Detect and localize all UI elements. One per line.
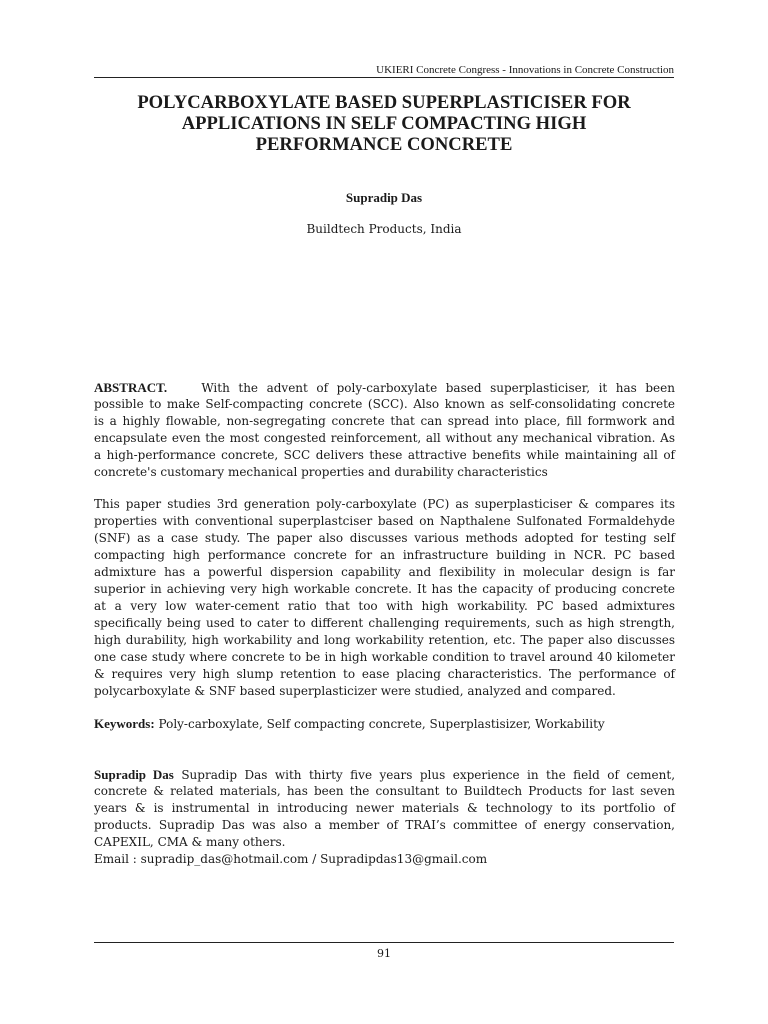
paragraph-line: polycarboxylate & SNF based superplasticizer were studied, analyzed and compared. [94, 684, 616, 698]
abstract [94, 379, 675, 481]
abstract-line: concrete's customary mechanical properties and durability characteristics [94, 465, 548, 479]
paragraph-line: one case study where concrete to be in high workable condition to travel around 40 kilometer [94, 650, 675, 664]
abstract-line: possible to make Self-compacting concrete (SCC). Also known as self-consolidating concrete [94, 397, 675, 411]
header-rule [94, 77, 674, 78]
body-paragraph [94, 496, 675, 700]
author-name: Supradip Das [345, 190, 423, 205]
paragraph-line: (SNF) as a case study. The paper also discusses various methods adopted for testing self [94, 531, 675, 545]
paragraph-line: specifically being used to cater to different challenging requirements, such as high strength, [94, 616, 675, 630]
abstract-line: a high-performance concrete, SCC delivers these attractive benefits while maintaining all of [94, 448, 675, 462]
author-affiliation: Buildtech Products, India [306, 222, 462, 236]
abstract-label: ABSTRACT. [94, 380, 168, 395]
paragraph-line: superior in achieving very high workable concrete. It has the capacity of producing concrete [94, 582, 675, 596]
title-line: PERFORMANCE CONCRETE [255, 134, 513, 155]
bio-line: Supradip Das Supradip Das with thirty five years plus experience in the field of cement, [94, 767, 676, 782]
paragraph-line: compacting high performance concrete for an infrastructure building in NCR. PC based [94, 548, 675, 562]
running-header: UKIERI Concrete Congress - Innovations in Concrete Construction [376, 64, 674, 76]
keywords-label: Keywords: [94, 716, 155, 731]
keywords [94, 715, 675, 732]
bio-name: Supradip Das [94, 767, 174, 782]
paragraph-line: properties with conventional superplastciser based on Napthalene Sulfonated Formaldehyde [94, 514, 675, 528]
abstract-line: encapsulate even the most congested reinforcement, all without any mechanical vibration. As [94, 431, 675, 445]
footer-rule [94, 942, 674, 943]
keywords-line [94, 715, 675, 732]
paragraph-line: high durability, high workability and long workability retention, etc. The paper also discusses [94, 633, 675, 647]
bio-line: CAPEXIL, CMA & many others. [94, 835, 286, 849]
paper-title [94, 92, 674, 155]
title-line: APPLICATIONS IN SELF COMPACTING HIGH [181, 113, 587, 134]
paragraph-line: admixture has a powerful dispersion capability and flexibility in molecular design is far [94, 565, 675, 579]
title-line: POLYCARBOXYLATE BASED SUPERPLASTICISER FOR [137, 92, 631, 113]
paragraph-line: & requires very high slump retention to ease placing characteristics. The performance of [94, 667, 675, 681]
keywords-text: Poly-carboxylate, Self compacting concrete, Superplastisizer, Workability [158, 717, 605, 731]
bio-line: products. Supradip Das was also a member of TRAI’s committee of energy conservation, [94, 818, 675, 832]
paragraph-line: This paper studies 3rd generation poly-carboxylate (PC) as superplasticiser & compares its [94, 497, 675, 511]
author-bio [94, 766, 675, 868]
bio-email: Email : supradip_das@hotmail.com / Supradipdas13@gmail.com [94, 852, 488, 866]
page-number: 91 [377, 947, 391, 960]
abstract-line: is a highly flowable, non-segregating concrete that can spread into place, fill formwork and [94, 414, 675, 428]
paragraph-line: at a very low water-cement ratio that too with high workability. PC based admixtures [94, 599, 675, 613]
abstract-line: ABSTRACT. With the advent of poly-carboxylate based superplasticiser, it has been [94, 380, 675, 395]
bio-line: years & is instrumental in introducing newer materials & technology to its portfolio of [94, 801, 675, 815]
bio-line: concrete & related materials, has been the consultant to Buildtech Products for last seven [94, 784, 675, 798]
